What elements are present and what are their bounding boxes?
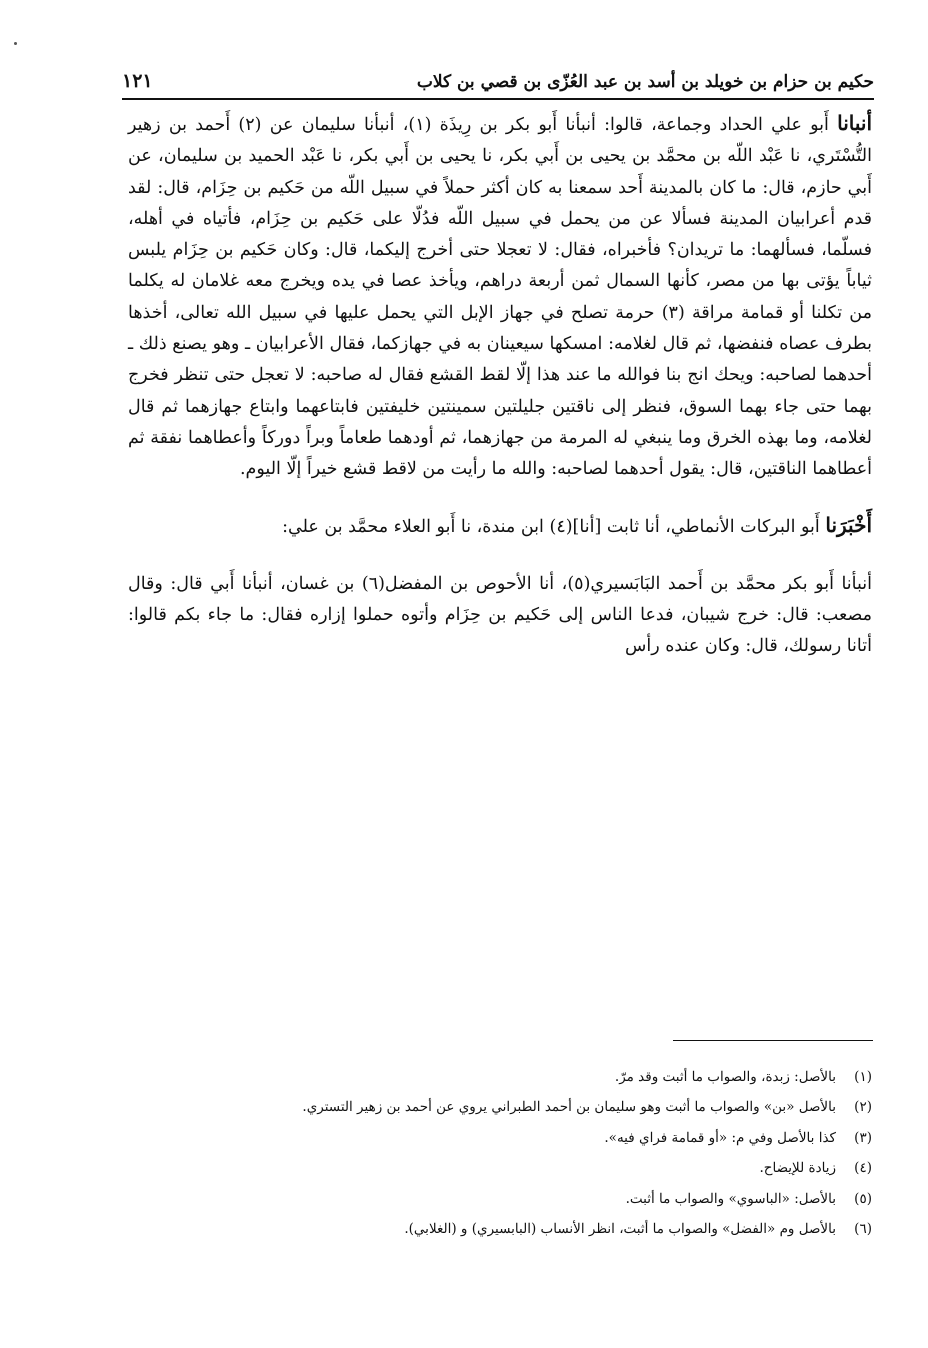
page-number: ١٢١: [122, 70, 153, 92]
footnote-number: (١): [854, 1069, 872, 1085]
footnotes: [140, 1062, 872, 1244]
footnote-text: بالأصل وم «الفضل» والصواب ما أثبت، انظر الأنساب (البابسيري) و (الغلابي).: [404, 1221, 836, 1238]
footnote-text: بالأصل «بن» والصواب ما أثبت وهو سليمان بن أحمد الطبراني يروي عن أحمد بن زهير التستري.: [302, 1099, 836, 1116]
paragraph: [128, 567, 872, 663]
footnote-separator: [673, 1040, 873, 1041]
footnote-number: (٣): [854, 1129, 872, 1146]
footnote: [140, 1092, 872, 1122]
scan-speck: [14, 42, 17, 45]
main-text: [128, 108, 872, 663]
footnote: [140, 1123, 872, 1153]
footnote-text: كذا بالأصل وفي م: «أو قمامة فراي فيه».: [604, 1129, 836, 1146]
footnote-number: (٢): [854, 1099, 872, 1116]
footnote: [140, 1184, 872, 1214]
paragraph-lead-word: أَخْبَرَنا: [825, 512, 872, 537]
header-title: حكيم بن حزام بن خويلد بن أسد بن عبد العُزّى بن قصي بن كلاب: [416, 72, 874, 92]
paragraph-text: أَبو علي الحداد وجماعة، قالوا: أنبأنا أَبو بكر بن رِيذَة (١)، أنبأنا سليمان عن (٢) أَحمد بن زهير التُّسْتَري، نا عَبْد اللّه بن محمَّد بن يحيى بن أَبي بكر، نا يحيى بن أَبي بكر، نا عَبْد الحميد بن سليمان، عن أَبي حازم، قال: ما كان بالمدينة أَحد سمعنا به كان أكثر حملاً في سبيل اللّه من حَكيم بن حِزَام، قال: لقد قدم أعرابيان المدينة فسألا عن من يحمل في سبيل اللّه فدُلّا على حَكيم بن حِزَام، فأتياه في أهله، فسلّما، فسألهما: ما تريدان؟ فأخبراه، فقال: لا تعجلا حتى أخرج إليكما، قال: وكان حَكيم بن حِزَام يلبس ثياباً يؤتى بها من مصر، كأنها السمال ثمن أربعة دراهم، ويأخذ عصا في يده ويخرج معه غلامان له يكلما من تكلنا أو قمامة مراقة (٣) حرمة تصلح في جهاز الإبل التي يحمل عليها في سبيل الله تعالى، أخذها بطرف عصاه فنفضها، ثم قال لغلامه: امسكها سيعينان به في جهازكما، فقال الأعرابيان ـ وهو يصنع ذلك ـ أحدهما لصاحبه: ويحك انج بنا فوالله ما عند هذا إلّا لقط القشع فقال له صاحبه: لا تعجل حتى تنظر فخرج بهما حتى جاء بهما السوق، فنظر إلى ناقتين جليلتين سمينتين خليفتين فابتاعهما وابتاع جهازهما ثم قال لغلامه، وما بهذه الخرق وما ينبغي له المرمة من جهازهما، ثم أودهما طعاماً وبراً دوركاً وأعطاهما نفقة ثم أعطاهما الناقتين، قال: يقول أحدهما لصاحبه: والله ما رأيت من لاقط قشع خيراً إلّا اليوم.: [128, 115, 872, 480]
paragraph: [128, 510, 872, 543]
footnote: [140, 1153, 872, 1183]
footnote: [140, 1062, 872, 1092]
footnote-text: بالأصل: زبدة، والصواب ما أثبت وقد مرّ.: [614, 1069, 836, 1085]
paragraph: [128, 108, 872, 486]
footnote: [140, 1214, 872, 1244]
paragraph-lead-word: أنبانا: [837, 111, 873, 135]
paragraph-text: أنبأنا أَبو بكر محمَّد بن أَحمد البَابَسيري(٥)، أنا الأحوص بن المفضل(٦) بن غسان، أنبأنا أَبي قال: وقال مصعب: قال: خرج شيبان، فدعا الناس إلى حَكيم بن حِزَام وأتوه حملوا إزاره فقال: ما جاء بكم قالوا: أتانا رسولك، قال: وكان عنده رأس: [128, 573, 873, 657]
footnote-text: زيادة للإيضاح.: [759, 1160, 836, 1177]
footnote-number: (٦): [854, 1221, 872, 1238]
running-header: [122, 52, 874, 100]
footnote-text: بالأصل: «الباسوي» والصواب ما أثبت.: [625, 1190, 836, 1207]
footnote-number: (٥): [854, 1190, 872, 1207]
footnote-number: (٤): [854, 1160, 872, 1177]
paragraph-text: أَبو البركات الأنماطي، أنا ثابت [أنا](٤) ابن مندة، نا أَبو العلاء محمَّد بن علي:: [282, 516, 826, 537]
